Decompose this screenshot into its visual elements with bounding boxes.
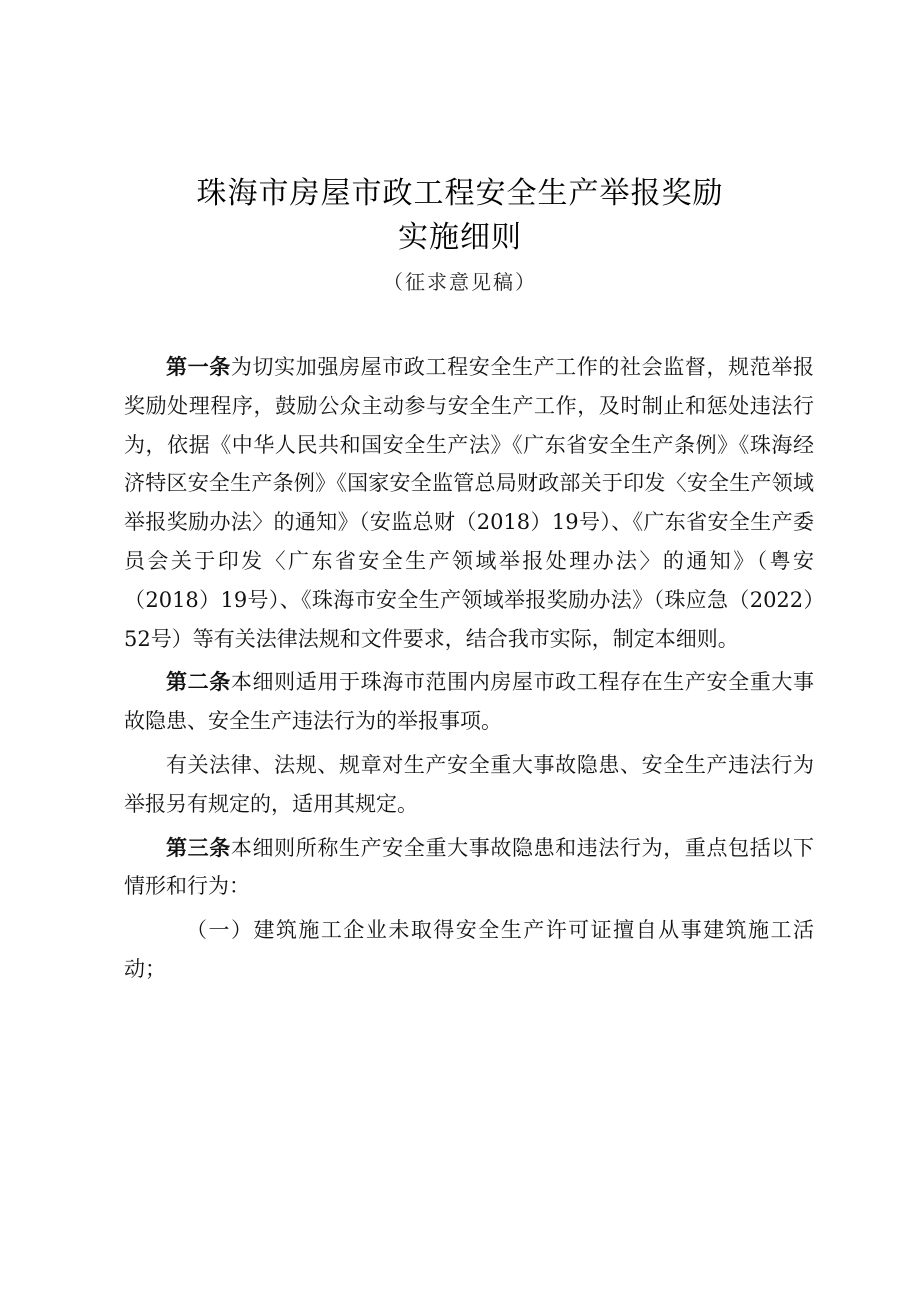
article-3-paragraph [124,829,814,907]
article-2-heading: 第二条 [166,670,231,695]
article-1-paragraph [124,348,814,658]
article-2-supplement-paragraph [124,746,814,824]
document-title-line-1: 珠海市房屋市政工程安全生产举报奖励 [196,176,724,211]
document-body [124,348,814,994]
article-3-text: 本细则所称生产安全重大事故隐患和违法行为，重点包括以下情形和行为： [124,835,815,899]
article-3-item-1-paragraph [124,911,814,989]
article-3-item-1-text: （一）建筑施工企业未取得安全生产许可证擅自从事建筑施工活动； [124,918,814,981]
article-3-heading: 第三条 [166,835,231,860]
article-2-paragraph [124,663,814,741]
article-2-supplement-text: 有关法律、法规、规章对生产安全重大事故隐患、安全生产违法行为举报另有规定的，适用其规定。 [124,752,814,816]
document-title-line-2: 实施细则 [398,220,522,255]
article-2-text: 本细则适用于珠海市范围内房屋市政工程存在生产安全重大事故隐患、安全生产违法行为的举报事项。 [124,670,815,734]
article-1-text: 为切实加强房屋市政工程安全生产工作的社会监督，规范举报奖励处理程序，鼓励公众主动参与安全生产工作，及时制止和惩处违法行为，依据《中华人民共和国安全生产法》《广东省安全生产条例》《珠海经济特区安全生产条例》《国家安全监管总局财政部关于印发〈安全生产领域举报奖励办法〉的通知》（安监总财（2018）19号）、《广东省安全生产委员会关于印发〈广东省安全生产领域举报处理办法〉的通知》（粤安（2018）19号）、《珠海市安全生产领域举报奖励办法》（珠应急（2022）52号）等有关法律法规和文件要求，结合我市实际，制定本细则。 [124,355,815,651]
article-1-heading: 第一条 [166,355,231,379]
document-subtitle: （征求意见稿） [383,270,537,294]
